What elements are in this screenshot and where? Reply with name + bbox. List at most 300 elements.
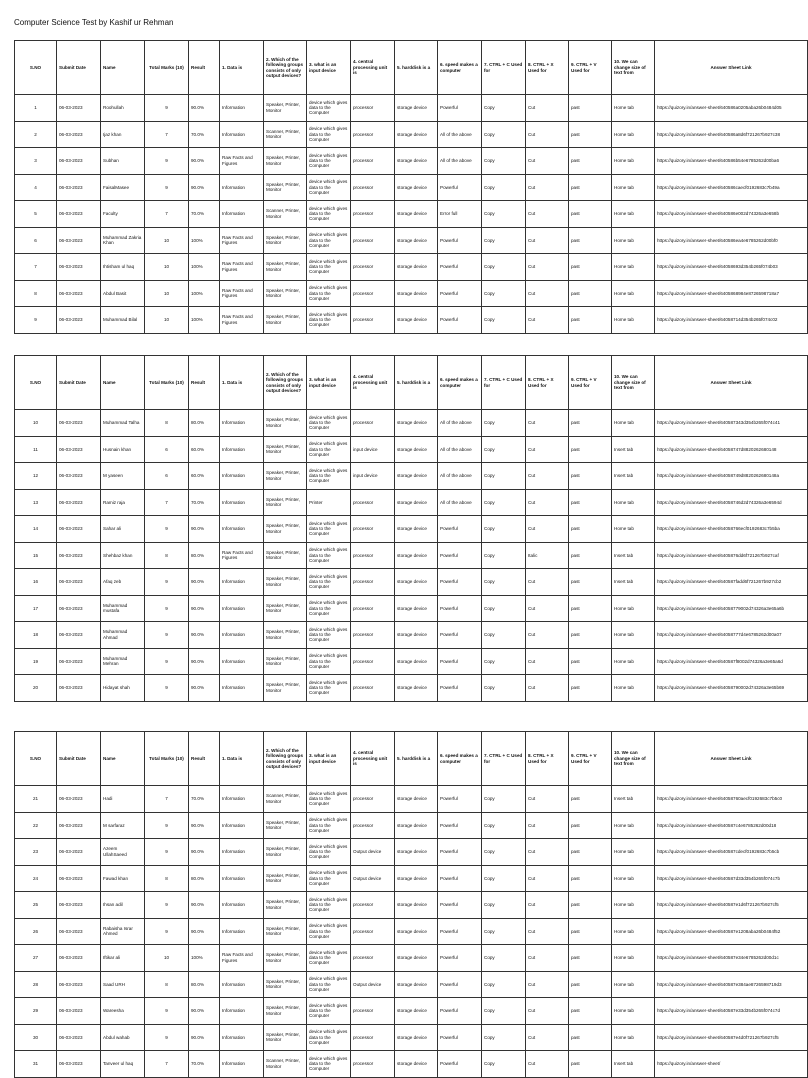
cell-q2: Speaker, Printer, Monitor xyxy=(264,892,307,919)
cell-total-marks: 10 xyxy=(145,945,189,972)
cell-q9: past xyxy=(569,174,612,201)
cell-name: Hadi xyxy=(101,786,145,813)
cell-q3: device which gives data to the Computer xyxy=(307,516,351,543)
cell-q10: Home tab xyxy=(612,280,655,307)
cell-result: 70.0% xyxy=(189,1051,220,1078)
cell-result: 60.0% xyxy=(189,436,220,463)
column-header-result: Result xyxy=(189,356,220,410)
cell-q1: Information xyxy=(220,1024,264,1051)
cell-q9: past xyxy=(569,148,612,175)
cell-q9: past xyxy=(569,569,612,596)
cell-q6: Powerful xyxy=(438,945,482,972)
cell-answer-link[interactable]: https://quizory.in/answer-sheet/640586a0205aba26b0484d05 xyxy=(655,95,808,122)
cell-total-marks: 7 xyxy=(145,201,189,228)
cell-q2: Scanner, Printer, Monitor xyxy=(264,786,307,813)
cell-name: Abdul Basit xyxy=(101,280,145,307)
cell-submit-date: 06-03-2023 xyxy=(57,436,101,463)
cell-q9: past xyxy=(569,516,612,543)
cell-q6: Powerful xyxy=(438,998,482,1025)
cell-submit-date: 06-03-2023 xyxy=(57,595,101,622)
cell-total-marks: 9 xyxy=(145,622,189,649)
cell-q1: Raw Facts and Figures xyxy=(220,945,264,972)
cell-result: 90.0% xyxy=(189,918,220,945)
cell-submit-date: 06-03-2023 xyxy=(57,307,101,334)
cell-submit-date: 06-03-2023 xyxy=(57,95,101,122)
cell-q2: Speaker, Printer, Monitor xyxy=(264,865,307,892)
cell-sno: 1 xyxy=(15,95,57,122)
table-row xyxy=(15,865,808,892)
cell-total-marks: 9 xyxy=(145,1024,189,1051)
cell-q3: device which gives data to the Computer xyxy=(307,865,351,892)
cell-q8: Cut xyxy=(526,280,569,307)
table-row xyxy=(15,1051,808,1078)
cell-q4: processor xyxy=(351,569,395,596)
cell-q9: past xyxy=(569,1051,612,1078)
cell-answer-link[interactable]: https://quizory.in/answer-sheet/64058790002d74326a3e65b69 xyxy=(655,675,808,702)
column-header-q6: 6. speed makes a computer xyxy=(438,356,482,410)
table-row xyxy=(15,595,808,622)
cell-submit-date: 06-03-2023 xyxy=(57,254,101,281)
cell-sno: 8 xyxy=(15,280,57,307)
cell-q4: processor xyxy=(351,201,395,228)
cell-sno: 5 xyxy=(15,201,57,228)
cell-q8: Cut xyxy=(526,1024,569,1051)
cell-total-marks: 9 xyxy=(145,675,189,702)
cell-q1: Raw Facts and Figures xyxy=(220,148,264,175)
cell-name: Shehbaz khan xyxy=(101,542,145,569)
cell-q9: past xyxy=(569,839,612,866)
cell-q7: Copy xyxy=(482,892,526,919)
cell-q4: input device xyxy=(351,463,395,490)
cell-q3: device which gives data to the Computer xyxy=(307,918,351,945)
cell-answer-link[interactable]: https://quizory.in/answer-sheet/640587343d354b265f074c41 xyxy=(655,410,808,437)
cell-q6: Powerful xyxy=(438,812,482,839)
table-row xyxy=(15,622,808,649)
cell-total-marks: 9 xyxy=(145,998,189,1025)
cell-q2: Speaker, Printer, Monitor xyxy=(264,595,307,622)
table-row xyxy=(15,892,808,919)
cell-q3: device which gives data to the Computer xyxy=(307,174,351,201)
cell-q5: storage device xyxy=(395,174,438,201)
cell-answer-link[interactable]: https://quizory.in/answer-sheet/64058749d8820262680148a xyxy=(655,463,808,490)
cell-answer-link[interactable]: https://quizory.in/answer-sheet/640587e33d354b265f074c7d xyxy=(655,998,808,1025)
cell-q7: Copy xyxy=(482,569,526,596)
cell-q9: past xyxy=(569,622,612,649)
cell-q6: Powerful xyxy=(438,1051,482,1078)
table-row xyxy=(15,945,808,972)
cell-answer-link[interactable]: https://quizory.in/answer-sheet/640586a8d6f721267b927c38 xyxy=(655,121,808,148)
cell-q2: Speaker, Printer, Monitor xyxy=(264,971,307,998)
cell-q8: Cut xyxy=(526,945,569,972)
cell-name: Saad URH xyxy=(101,971,145,998)
column-header-submit-date: Submit Date xyxy=(57,356,101,410)
cell-sno: 20 xyxy=(15,675,57,702)
cell-result: 100% xyxy=(189,307,220,334)
column-header-result: Result xyxy=(189,732,220,786)
cell-answer-link[interactable]: https://quizory.in/answer-sheet/640586b54e6785262d00ba6 xyxy=(655,148,808,175)
cell-q6: Powerful xyxy=(438,839,482,866)
cell-submit-date: 06-03-2023 xyxy=(57,998,101,1025)
table-row xyxy=(15,569,808,596)
cell-answer-link[interactable]: https://quizory.in/answer-sheet/6405868984e8726598718a7 xyxy=(655,280,808,307)
cell-q5: storage device xyxy=(395,595,438,622)
table-row xyxy=(15,174,808,201)
cell-q6: Powerful xyxy=(438,786,482,813)
cell-q10: Insert tab xyxy=(612,463,655,490)
cell-sno: 2 xyxy=(15,121,57,148)
cell-q9: past xyxy=(569,95,612,122)
cell-q10: Home tab xyxy=(612,595,655,622)
cell-total-marks: 9 xyxy=(145,839,189,866)
cell-result: 90.0% xyxy=(189,622,220,649)
cell-q3: device which gives data to the Computer xyxy=(307,201,351,228)
cell-q10: Home tab xyxy=(612,812,655,839)
cell-q9: past xyxy=(569,463,612,490)
cell-q9: past xyxy=(569,1024,612,1051)
cell-q9: past xyxy=(569,121,612,148)
cell-result: 70.0% xyxy=(189,489,220,516)
cell-q2: Speaker, Printer, Monitor xyxy=(264,410,307,437)
cell-q5: storage device xyxy=(395,569,438,596)
cell-q3: device which gives data to the Computer xyxy=(307,675,351,702)
cell-q10: Home tab xyxy=(612,121,655,148)
cell-q4: processor xyxy=(351,280,395,307)
cell-q8: Cut xyxy=(526,148,569,175)
cell-name: Muhammad Ahmad xyxy=(101,622,145,649)
column-header-submit-date: Submit Date xyxy=(57,732,101,786)
cell-q1: Information xyxy=(220,121,264,148)
cell-q7: Copy xyxy=(482,839,526,866)
column-header-answer-link: Answer Sheet Link xyxy=(655,732,808,786)
cell-q7: Copy xyxy=(482,945,526,972)
cell-q7: Copy xyxy=(482,227,526,254)
cell-result: 90.0% xyxy=(189,648,220,675)
cell-answer-link[interactable]: https://quizory.in/answer-sheet/640587cdecf0192683c7b5cb xyxy=(655,839,808,866)
cell-q8: Cut xyxy=(526,1051,569,1078)
cell-q2: Speaker, Printer, Monitor xyxy=(264,945,307,972)
cell-name: Wareesha xyxy=(101,998,145,1025)
cell-q5: storage device xyxy=(395,786,438,813)
cell-q2: Speaker, Printer, Monitor xyxy=(264,148,307,175)
cell-q4: processor xyxy=(351,622,395,649)
cell-q5: storage device xyxy=(395,489,438,516)
cell-q3: device which gives data to the Computer xyxy=(307,280,351,307)
cell-q1: Information xyxy=(220,812,264,839)
cell-q10: Insert tab xyxy=(612,542,655,569)
column-header-q7: 7. CTRL + C Used for xyxy=(482,732,526,786)
cell-q6: Powerful xyxy=(438,280,482,307)
cell-answer-link[interactable]: https://quizory.in/answer-sheet/640587fadd6f721267b927cb2 xyxy=(655,569,808,596)
cell-q2: Speaker, Printer, Monitor xyxy=(264,918,307,945)
cell-q6: Powerful xyxy=(438,971,482,998)
cell-answer-link[interactable]: https://quizory.in/answer-sheet/64058766ecf0192683c7b5ba xyxy=(655,516,808,543)
cell-result: 90.0% xyxy=(189,675,220,702)
cell-answer-link[interactable]: https://quizory.in/answer-sheet/640586e002d74326a3e658b xyxy=(655,201,808,228)
cell-q2: Speaker, Printer, Monitor xyxy=(264,675,307,702)
cell-answer-link[interactable]: https://quizory.in/answer-sheet/64058746d2d74326a3e6594d xyxy=(655,489,808,516)
column-header-q4: 4. central processing unit is xyxy=(351,41,395,95)
cell-submit-date: 06-03-2023 xyxy=(57,622,101,649)
table-row xyxy=(15,812,808,839)
cell-submit-date: 06-03-2023 xyxy=(57,227,101,254)
document-title: Computer Science Test by Kashif ur Rehman xyxy=(14,18,174,27)
results-table-3 xyxy=(14,731,808,1078)
cell-q1: Information xyxy=(220,918,264,945)
cell-q1: Information xyxy=(220,892,264,919)
cell-q1: Information xyxy=(220,569,264,596)
cell-q5: storage device xyxy=(395,410,438,437)
cell-q2: Speaker, Printer, Monitor xyxy=(264,436,307,463)
cell-q6: Powerful xyxy=(438,516,482,543)
column-header-submit-date: Submit Date xyxy=(57,41,101,95)
cell-sno: 11 xyxy=(15,436,57,463)
cell-q7: Copy xyxy=(482,648,526,675)
cell-answer-link[interactable]: https://quizory.in/answer-sheet/64058693d354b265f074b03 xyxy=(655,254,808,281)
cell-answer-link[interactable]: https://quizory.in/answer-sheet/64058714d354b265f074c02 xyxy=(655,307,808,334)
cell-result: 80.0% xyxy=(189,542,220,569)
cell-q4: processor xyxy=(351,227,395,254)
cell-q10: Home tab xyxy=(612,971,655,998)
cell-q6: Powerful xyxy=(438,95,482,122)
cell-answer-link[interactable]: https://quizory.in/answer-sheet/ xyxy=(655,1051,808,1078)
cell-sno: 21 xyxy=(15,786,57,813)
cell-total-marks: 10 xyxy=(145,254,189,281)
cell-q9: past xyxy=(569,227,612,254)
cell-q7: Copy xyxy=(482,307,526,334)
cell-answer-link[interactable]: https://quizory.in/answer-sheet/64058760aecf0192683c7b5c0 xyxy=(655,786,808,813)
cell-answer-link[interactable]: https://quizory.in/answer-sheet/640587e1d6f721267b927cf5 xyxy=(655,892,808,919)
table-row xyxy=(15,971,808,998)
cell-q8: Cut xyxy=(526,892,569,919)
table-row xyxy=(15,148,808,175)
cell-result: 70.0% xyxy=(189,201,220,228)
table-row xyxy=(15,489,808,516)
cell-q8: Cut xyxy=(526,436,569,463)
cell-submit-date: 06-03-2023 xyxy=(57,918,101,945)
column-header-q6: 6. speed makes a computer xyxy=(438,41,482,95)
cell-total-marks: 7 xyxy=(145,1051,189,1078)
cell-result: 80.0% xyxy=(189,410,220,437)
cell-q7: Copy xyxy=(482,174,526,201)
cell-total-marks: 10 xyxy=(145,280,189,307)
cell-q5: storage device xyxy=(395,201,438,228)
table-row xyxy=(15,280,808,307)
cell-q2: Scanner, Printer, Monitor xyxy=(264,121,307,148)
cell-q4: processor xyxy=(351,254,395,281)
cell-q5: storage device xyxy=(395,542,438,569)
cell-answer-link[interactable]: https://quizory.in/answer-sheet/64058779002d74326a3e65a6b xyxy=(655,595,808,622)
cell-sno: 22 xyxy=(15,812,57,839)
cell-sno: 23 xyxy=(15,839,57,866)
cell-q8: Cut xyxy=(526,648,569,675)
cell-q1: Raw Facts and Figures xyxy=(220,254,264,281)
cell-name: Husnain khan xyxy=(101,436,145,463)
cell-submit-date: 06-03-2023 xyxy=(57,648,101,675)
cell-q8: Cut xyxy=(526,489,569,516)
cell-q7: Copy xyxy=(482,436,526,463)
cell-answer-link[interactable]: https://quizory.in/answer-sheet/640587c4e6785262d00d18 xyxy=(655,812,808,839)
cell-answer-link[interactable]: https://quizory.in/answer-sheet/640586ea4e6785262d00bf0 xyxy=(655,227,808,254)
cell-q5: storage device xyxy=(395,148,438,175)
table-row xyxy=(15,95,808,122)
cell-q6: All of the above xyxy=(438,463,482,490)
cell-q8: Cut xyxy=(526,174,569,201)
cell-q4: processor xyxy=(351,95,395,122)
cell-q4: processor xyxy=(351,148,395,175)
column-header-q3: 3. what is an input device xyxy=(307,41,351,95)
cell-q6: Powerful xyxy=(438,675,482,702)
cell-q4: processor xyxy=(351,307,395,334)
cell-answer-link[interactable]: https://quizory.in/answer-sheet/64058747d8820262680148 xyxy=(655,436,808,463)
cell-q1: Raw Facts and Figures xyxy=(220,307,264,334)
cell-answer-link[interactable]: https://quizory.in/answer-sheet/640587e1208aba26b0484f52 xyxy=(655,918,808,945)
cell-q5: storage device xyxy=(395,95,438,122)
cell-name: Subhan xyxy=(101,148,145,175)
table-row xyxy=(15,1024,808,1051)
cell-q5: storage device xyxy=(395,463,438,490)
cell-total-marks: 9 xyxy=(145,892,189,919)
cell-total-marks: 7 xyxy=(145,489,189,516)
cell-q8: Cut xyxy=(526,307,569,334)
cell-name: Azeem UllahSaeed xyxy=(101,839,145,866)
cell-q5: storage device xyxy=(395,622,438,649)
cell-answer-link[interactable]: https://quizory.in/answer-sheet/640587d33d354b265f074c7b xyxy=(655,865,808,892)
cell-q6: Powerful xyxy=(438,569,482,596)
column-header-q9: 9. CTRL + V Used for xyxy=(569,356,612,410)
cell-q3: device which gives data to the Computer xyxy=(307,569,351,596)
cell-submit-date: 06-03-2023 xyxy=(57,892,101,919)
cell-q8: Cut xyxy=(526,227,569,254)
cell-q7: Copy xyxy=(482,148,526,175)
cell-sno: 14 xyxy=(15,516,57,543)
cell-name: Iftikar ali xyxy=(101,945,145,972)
cell-q6: All of the above xyxy=(438,436,482,463)
cell-submit-date: 06-03-2023 xyxy=(57,516,101,543)
column-header-q1: 1. Data is xyxy=(220,356,264,410)
cell-q7: Copy xyxy=(482,595,526,622)
cell-q1: Information xyxy=(220,516,264,543)
column-header-sno: S.NO xyxy=(15,732,57,786)
cell-sno: 24 xyxy=(15,865,57,892)
cell-q9: past xyxy=(569,542,612,569)
cell-q10: Home tab xyxy=(612,865,655,892)
column-header-q6: 6. speed makes a computer xyxy=(438,732,482,786)
cell-sno: 3 xyxy=(15,148,57,175)
cell-q3: device which gives data to the Computer xyxy=(307,812,351,839)
cell-total-marks: 9 xyxy=(145,95,189,122)
cell-q2: Speaker, Printer, Monitor xyxy=(264,307,307,334)
cell-q4: Output device xyxy=(351,865,395,892)
cell-name: Sahar ali xyxy=(101,516,145,543)
cell-result: 90.0% xyxy=(189,174,220,201)
cell-q10: Home tab xyxy=(612,254,655,281)
cell-submit-date: 06-03-2023 xyxy=(57,945,101,972)
cell-q5: storage device xyxy=(395,865,438,892)
cell-answer-link[interactable]: https://quizory.in/answer-sheet/6405876dd6f721267b927caf xyxy=(655,542,808,569)
cell-q2: Speaker, Printer, Monitor xyxy=(264,227,307,254)
column-header-q5: 5. harddisk is a xyxy=(395,732,438,786)
cell-q1: Raw Facts and Figures xyxy=(220,280,264,307)
cell-q9: past xyxy=(569,865,612,892)
cell-answer-link[interactable]: https://quizory.in/answer-sheet/640587e384ae8726598719d3 xyxy=(655,971,808,998)
cell-q8: Italic xyxy=(526,542,569,569)
cell-q8: Cut xyxy=(526,121,569,148)
cell-q10: Home tab xyxy=(612,489,655,516)
cell-q7: Copy xyxy=(482,280,526,307)
cell-sno: 13 xyxy=(15,489,57,516)
cell-q4: processor xyxy=(351,918,395,945)
cell-total-marks: 10 xyxy=(145,307,189,334)
cell-q5: storage device xyxy=(395,812,438,839)
cell-q2: Speaker, Printer, Monitor xyxy=(264,516,307,543)
cell-name: Muhammad Zakria Khan xyxy=(101,227,145,254)
cell-sno: 30 xyxy=(15,1024,57,1051)
column-header-q10: 10. We can change size of text from xyxy=(612,356,655,410)
cell-submit-date: 06-03-2023 xyxy=(57,839,101,866)
cell-q2: Speaker, Printer, Monitor xyxy=(264,489,307,516)
cell-q7: Copy xyxy=(482,1051,526,1078)
cell-total-marks: 8 xyxy=(145,865,189,892)
cell-submit-date: 06-03-2023 xyxy=(57,148,101,175)
cell-q9: past xyxy=(569,786,612,813)
cell-answer-link[interactable]: https://quizory.in/answer-sheet/640587f8002d74326a3e65a6d xyxy=(655,648,808,675)
cell-q2: Scanner, Printer, Monitor xyxy=(264,201,307,228)
cell-q9: past xyxy=(569,307,612,334)
cell-q6: All of the above xyxy=(438,148,482,175)
cell-total-marks: 9 xyxy=(145,569,189,596)
table-row xyxy=(15,307,808,334)
cell-q7: Copy xyxy=(482,201,526,228)
cell-q1: Information xyxy=(220,201,264,228)
cell-q9: past xyxy=(569,595,612,622)
cell-answer-link[interactable]: https://quizory.in/answer-sheet/640587e4d0f721267b927cf5 xyxy=(655,1024,808,1051)
cell-answer-link[interactable]: https://quizory.in/answer-sheet/64058777d4e6785262d00a07 xyxy=(655,622,808,649)
cell-q4: processor xyxy=(351,648,395,675)
cell-total-marks: 8 xyxy=(145,410,189,437)
cell-result: 100% xyxy=(189,945,220,972)
cell-q5: storage device xyxy=(395,436,438,463)
column-header-q10: 10. We can change size of text from xyxy=(612,732,655,786)
cell-answer-link[interactable]: https://quizory.in/answer-sheet/640586caecf0192683c7b49a xyxy=(655,174,808,201)
cell-q7: Copy xyxy=(482,675,526,702)
cell-result: 70.0% xyxy=(189,786,220,813)
cell-q6: Powerful xyxy=(438,254,482,281)
cell-q10: Home tab xyxy=(612,945,655,972)
table-row xyxy=(15,542,808,569)
cell-q3: device which gives data to the Computer xyxy=(307,95,351,122)
cell-q6: Powerful xyxy=(438,622,482,649)
cell-q3: device which gives data to the Computer xyxy=(307,998,351,1025)
cell-answer-link[interactable]: https://quizory.in/answer-sheet/640587e34e6785262d00d1c xyxy=(655,945,808,972)
column-header-q9: 9. CTRL + V Used for xyxy=(569,41,612,95)
cell-q8: Cut xyxy=(526,622,569,649)
cell-q3: device which gives data to the Computer xyxy=(307,254,351,281)
cell-q6: Powerful xyxy=(438,595,482,622)
cell-q6: All of the above xyxy=(438,121,482,148)
cell-q1: Information xyxy=(220,998,264,1025)
cell-total-marks: 9 xyxy=(145,595,189,622)
cell-sno: 12 xyxy=(15,463,57,490)
cell-q5: storage device xyxy=(395,1024,438,1051)
cell-q10: Home tab xyxy=(612,622,655,649)
cell-q4: input device xyxy=(351,436,395,463)
cell-q7: Copy xyxy=(482,95,526,122)
cell-sno: 29 xyxy=(15,998,57,1025)
cell-q2: Speaker, Printer, Monitor xyxy=(264,95,307,122)
cell-q2: Speaker, Printer, Monitor xyxy=(264,1024,307,1051)
cell-total-marks: 6 xyxy=(145,436,189,463)
cell-name: Faculty xyxy=(101,201,145,228)
